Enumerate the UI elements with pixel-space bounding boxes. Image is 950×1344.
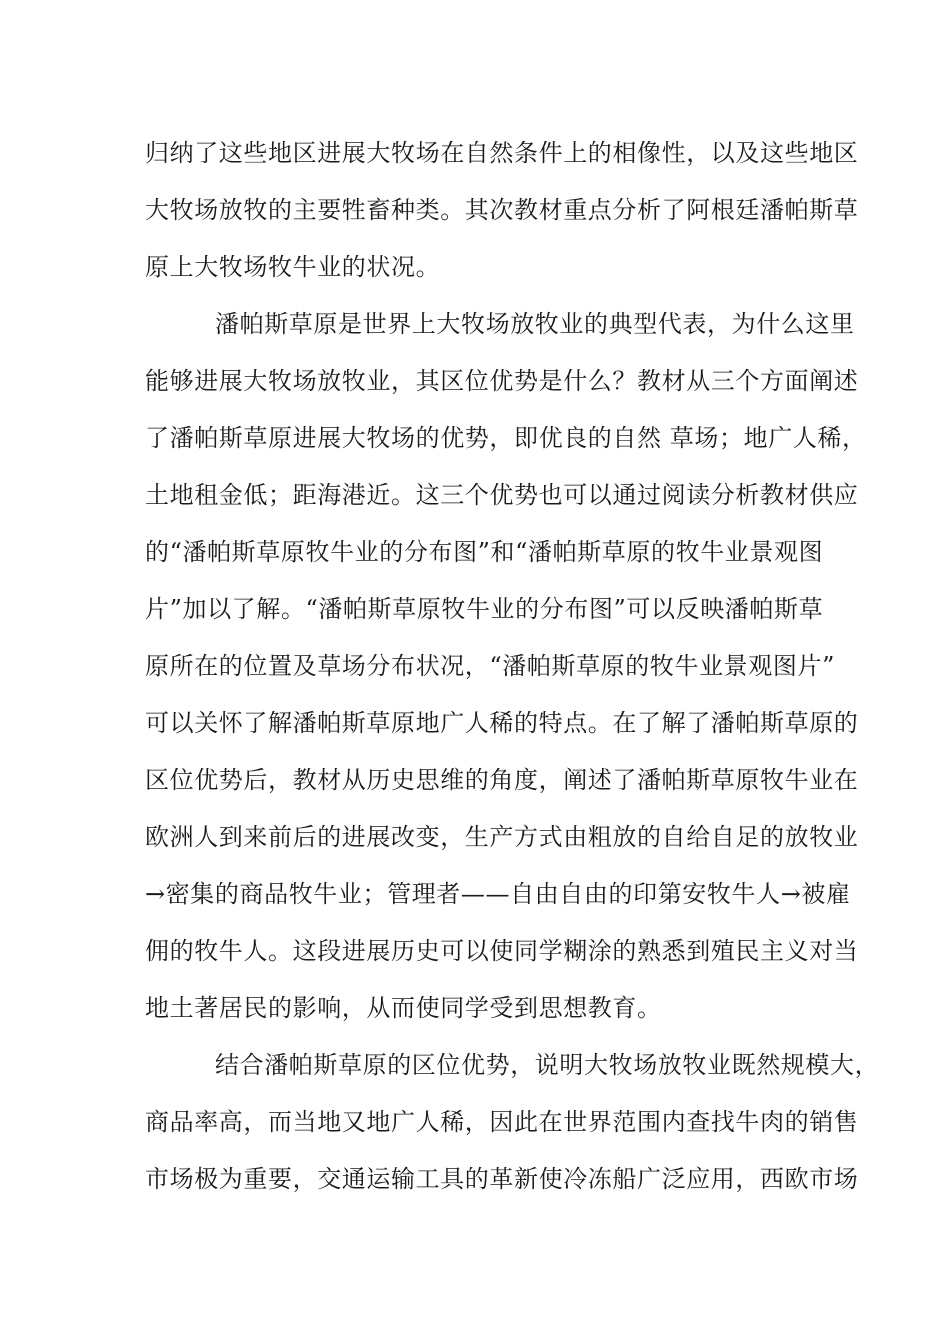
paragraph-line: 土地租金低；距海港近。这三个优势也可以通过阅读分析教材供应	[145, 481, 859, 509]
paragraph-line: 片”加以了解。“潘帕斯草原牧牛业的分布图”可以反映潘帕斯草	[145, 595, 824, 623]
paragraph-line: 了潘帕斯草原进展大牧场的优势，即优良的自然 草场；地广人稀，	[145, 424, 867, 452]
paragraph-line: 能够进展大牧场放牧业，其区位优势是什么？教材从三个方面阐述	[145, 367, 859, 395]
paragraph-line: 佣的牧牛人。这段进展历史可以使同学糊涂的熟悉到殖民主义对当	[145, 937, 859, 965]
paragraph-line: 归纳了这些地区进展大牧场在自然条件上的相像性，以及这些地区	[145, 139, 859, 167]
paragraph-line: 原所在的位置及草场分布状况，“潘帕斯草原的牧牛业景观图片”	[145, 652, 835, 680]
paragraph-line: 可以关怀了解潘帕斯草原地广人稀的特点。在了解了潘帕斯草原的	[145, 709, 859, 737]
paragraph-line: 欧洲人到来前后的进展改变，生产方式由粗放的自给自足的放牧业	[145, 823, 859, 851]
paragraph-line: 地土著居民的影响，从而使同学受到思想教育。	[145, 994, 662, 1022]
paragraph-line: →密集的商品牧牛业；管理者——自由自由的印第安牧牛人→被雇	[145, 880, 851, 908]
paragraph-line: 商品率高，而当地又地广人稀，因此在世界范围内查找牛肉的销售	[145, 1108, 859, 1136]
paragraph-line: 结合潘帕斯草原的区位优势，说明大牧场放牧业既然规模大，	[215, 1051, 880, 1079]
paragraph-line: 原上大牧场牧牛业的状况。	[145, 253, 441, 281]
paragraph-line: 区位优势后，教材从历史思维的角度，阐述了潘帕斯草原牧牛业在	[145, 766, 859, 794]
paragraph-line: 大牧场放牧的主要牲畜种类。其次教材重点分析了阿根廷潘帕斯草	[145, 196, 859, 224]
paragraph-line: 市场极为重要，交通运输工具的革新使冷冻船广泛应用，西欧市场	[145, 1165, 859, 1193]
paragraph-line: 的“潘帕斯草原牧牛业的分布图”和“潘帕斯草原的牧牛业景观图	[145, 538, 824, 566]
paragraph-line: 潘帕斯草原是世界上大牧场放牧业的典型代表，为什么这里	[215, 310, 855, 338]
